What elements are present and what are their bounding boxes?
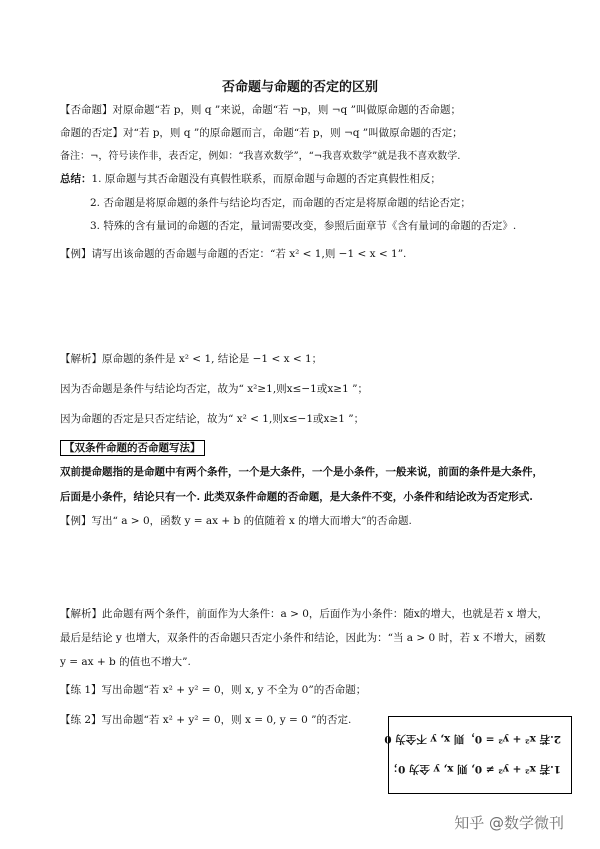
analysis-2-line-3: y = ax + b 的值也不增大”. xyxy=(60,656,191,668)
exercise-1: 【练 1】写出命题“若 x² + y² = 0，则 x, y 不全为 0”的否命题； xyxy=(60,684,367,696)
analysis-1-line-1: 【解析】原命题的条件是 x² < 1, 结论是 −1 < x < 1； xyxy=(60,353,323,365)
summary-item-3: 3. 特殊的含有量词的命题的否定，量词需要改变，参照后面章节《含有量词的命题的否定》. xyxy=(90,220,517,232)
summary-line-1 xyxy=(60,172,570,186)
analysis-2-line-1: 【解析】此命题有两个条件，前面作为大条件：a > 0，后面作为小条件：随x的增大，也就是若 x 增大， xyxy=(60,608,548,620)
example-1: 【例】请写出该命题的否命题与命题的否定：“若 x² < 1,则 −1 < x < 1”. xyxy=(60,248,407,260)
answer-box xyxy=(384,716,572,794)
summary-item-1: 1. 原命题与其否命题没有真假性联系，而原命题与命题的否定真假性相反； xyxy=(91,173,441,185)
definition-negative-proposition: 【否命题】对原命题“若 p，则 q ”来说，命题“若 ¬p，则 ¬q ”叫做原命题的否命题； xyxy=(60,104,461,116)
analysis-1-line-3: 因为命题的否定是只否定结论，故为“ x² < 1,则x≤−1或x≥1 ”； xyxy=(60,413,365,425)
analysis-1-line-2: 因为否命题是条件与结论均否定，故为“ x²≥1,则x≤−1或x≥1 ”； xyxy=(60,383,368,395)
exercise-2: 【练 2】写出命题“若 x² + y² = 0，则 x = 0, y = 0 ”的否定. xyxy=(60,714,352,726)
watermark: 知乎 @数学微刊 xyxy=(454,814,564,832)
definition-proposition-negation: 命题的否定】对“若 p，则 q ”的原命题而言，命题“若 p，则 ¬q ”叫做原命题的否定； xyxy=(60,127,463,139)
summary-label: 总结： xyxy=(60,173,92,185)
note-line: 备注：¬，符号读作非，表否定，例如：“我喜欢数学”，“¬我喜欢数学”就是我不喜欢数学. xyxy=(60,151,461,162)
section-heading-wrap xyxy=(60,440,570,456)
section-body-line-1: 双前提命题指的是命题中有两个条件，一个是大条件，一个是小条件，一般来说，前面的条件是大条件， xyxy=(60,466,543,478)
answer-2: 2.若 x² + y² = 0，则 x, y 不全为 0 xyxy=(384,733,561,745)
answer-box-upside-down xyxy=(384,723,565,787)
example-2: 【例】写出“ a > 0，函数 y = ax + b 的值随着 x 的增大而增大”的否命题. xyxy=(60,515,412,527)
page-title: 否命题与命题的否定的区别 xyxy=(221,80,378,95)
analysis-2-line-2: 最后是结论 y 也增大，双条件的否命题只否定小条件和结论，因此为：“当 a > 0 时，若 x 不增大，函数 xyxy=(60,632,546,644)
section-body-line-2: 后面是小条件，结论只有一个. 此类双条件命题的否命题，是大条件不变，小条件和结论改为否定形式. xyxy=(60,491,533,503)
summary-item-2: 2. 否命题是将原命题的条件与结论均否定，而命题的否定是将原命题的结论否定； xyxy=(90,197,471,209)
answer-1: 1.若 x² + y² ≠ 0, 则 x, y 全为 0； xyxy=(387,763,561,775)
section-heading: 【双条件命题的否命题写法】 xyxy=(60,440,205,456)
